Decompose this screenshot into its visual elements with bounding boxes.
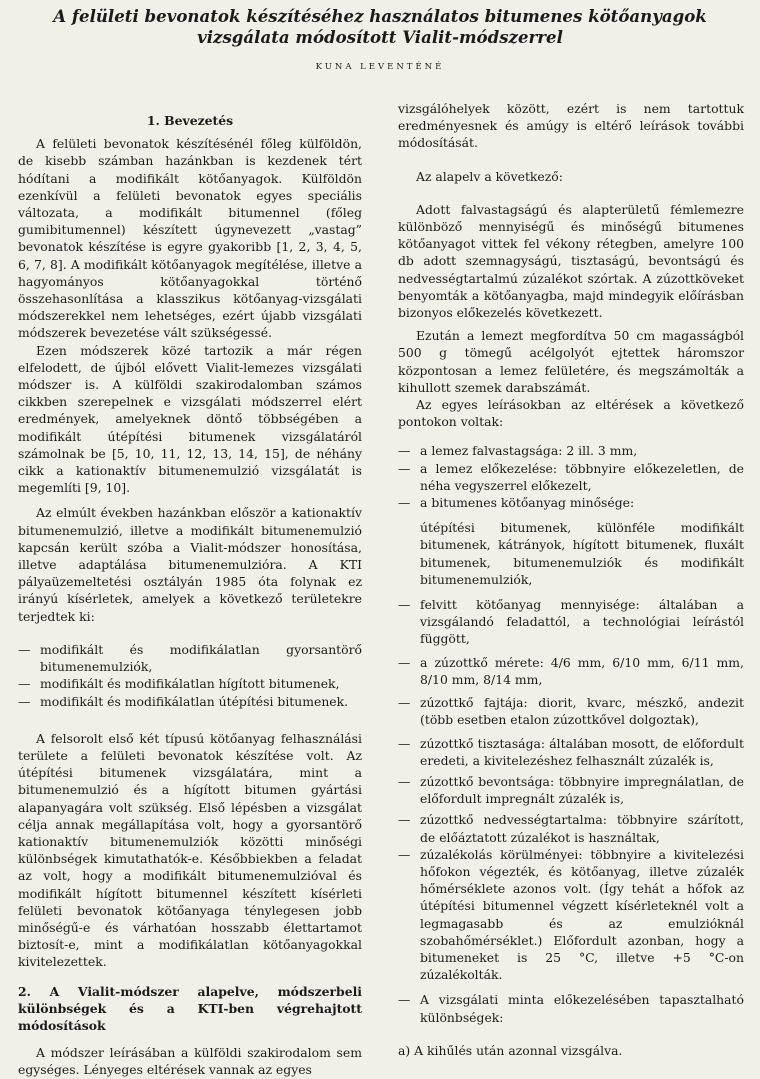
list-item: — modifikált és modifikálatlan útépítési bitumenek.	[18, 693, 349, 709]
dash-marker: —	[18, 641, 31, 657]
left-paragraph-5: A módszer leírásában a külföldi szakirodalom sem egységes. Lényeges eltérések vannak az egyes	[18, 1045, 362, 1078]
dash-marker: —	[18, 693, 31, 709]
right-paragraph-1: vizsgálóhelyek között, ezért is nem tartottuk eredményesnek és amúgy is eltérő leírások további módosítását.	[398, 101, 744, 151]
right-last-line: a) A kihűlés után azonnal vizsgálva.	[398, 1042, 623, 1058]
dash-marker: —	[398, 846, 411, 862]
list-item: — a lemez falvastagsága: 2 ill. 3 mm,	[398, 443, 638, 459]
left-paragraph-4: A felsorolt első két típusú kötőanyag felhasználási területe a felületi bevonatok készítése volt. Az útépítési bitumenek vizsgálatára, mint a bitumenemulzió és a hígított bitumen gyártási alapanyagára volt szükség. Első lépésben a vizsgálat célja annak megállapítása volt, hogy a gyorsantörő kationaktív bitumenemulziók közötti minőségi különbségek kimutathatók-e. Későbbiekben a feladat az volt, hogy a modifikált bitumenemulzióval és modifikált hígított bitumennel készített kísérleti felületi bevonatok kötőanyaga ténylegesen jobb minőségű-e és várhatóan hosszabb élettartamot biztosít-e, mint a modifikálatlan kötőanyagokkal kivitelezettek.	[18, 730, 362, 970]
dash-marker: —	[398, 654, 411, 670]
dash-marker: —	[398, 812, 411, 828]
right-paragraph-2: Az alapelv a következő:	[416, 168, 563, 184]
right-column	[398, 100, 744, 1059]
dash-marker: —	[398, 597, 411, 613]
dash-marker: —	[398, 773, 411, 789]
dash-marker: —	[398, 735, 411, 751]
list-item: — zúzottkő fajtája: diorit, kvarc, mészkő, andezit (több esetben etalon zúzottkővel dolgoztak),	[398, 695, 744, 728]
list-item: — zúzottkő tisztasága: általában mosott, de előfordult eredeti, a kivitelezéshez felhasznált zúzalék is,	[398, 735, 744, 768]
dash-marker: —	[398, 443, 411, 459]
list-item: — felvitt kötőanyag mennyisége: általában a vizsgálandó feladattól, a technológiai leírástól függött,	[398, 597, 744, 647]
list-subparagraph: útépítési bitumenek, különféle modifikált bitumenek, kátrányok, hígított bitumenek, fluxált bitumenek, bitumenemulziók és modifikált bitumenemulziók,	[420, 520, 744, 587]
left-paragraph-3: Az elmúlt években hazánkban először a kationaktív bitumenemulzió, illetve a modifikált bitumenemulzió kapcsán került szóba a Vialit-módszer honosítása, illetve adaptálása bitumenemulzióra. A KTI pályaüzemeltetési osztályán 1985 óta folynak ez irányú kísérletek, amelyek a következő területekre terjedtek ki:	[18, 505, 362, 624]
title-line-1: A felületi bevonatok készítéséhez használatos bitumenes kötőanyagok	[53, 6, 707, 26]
section-1-heading: 1. Bevezetés	[146, 113, 234, 128]
list-item: — a zúzottkő mérete: 4/6 mm, 6/10 mm, 6/11 mm, 8/10 mm, 8/14 mm,	[398, 654, 744, 687]
dash-marker: —	[398, 495, 411, 511]
list-item: — A vizsgálati minta előkezelésében tapasztalható különbségek:	[398, 992, 744, 1025]
right-paragraph-5: Az egyes leírásokban az eltérések a következő pontokon voltak:	[398, 397, 744, 430]
list-item: — zúzalékolás körülményei: többnyire a kivitelezési hőfokon végezték, és kötőanyag, illetve zúzalék hőmérséklete azonos volt. (Így tehát a hőfok az útépítési bitumennel végzett kísérleteknél volt a legmagasabb és az emulzióknál szobahőmérséklet.) Előfordult azonban, hogy a bitumeneket is 25 °C, illetve +5 °C-on zúzalékolták.	[398, 846, 744, 983]
left-paragraph-2: Ezen módszerek közé tartozik a már régen elfelodett, de újból elővett Vialit-lemezes vizsgálati módszer is. A külföldi szakirodalomban számos cikkben szerepelnek e vizsgálati módszerrel elért eredmények, amelyeknek döntő többségében a modifikált útépítési bitumenek vizsgálatáról számolnak be [5, 10, 11, 12, 13, 14, 15], de néhány cikk a kationaktív bitumenemulzió vizsgálatát is megemlíti [9, 10].	[18, 342, 362, 496]
article-title	[0, 6, 760, 48]
list-item: — a bitumenes kötőanyag minősége:	[398, 495, 635, 511]
author-name: KUNA LEVENTÉNÉ	[315, 62, 445, 72]
dash-marker: —	[398, 460, 411, 476]
list-item: — a lemez előkezelése: többnyire előkezeletlen, de néha vegyszerrel előkezelt,	[398, 460, 744, 493]
title-line-2: vizsgálata módosított Vialit-módszerrel	[197, 27, 563, 47]
section-2-heading: 2. A Vialit-módszer alapelve, módszerbeli különbségek és a KTI-ben végrehajtott módosítások	[18, 983, 362, 1033]
dash-marker: —	[398, 992, 411, 1008]
dash-marker: —	[398, 695, 411, 711]
dash-marker: —	[18, 676, 31, 692]
list-item: — modifikált és modifikálatlan gyorsantörő bitumenemulziók,	[18, 641, 362, 675]
list-item: — modifikált és modifikálatlan hígított bitumenek,	[18, 676, 340, 692]
right-paragraph-3: Adott falvastagságú és alapterületű fémlemezre különböző mennyiségű és minőségű bitumenes kötőanyagot vittek fel vékony rétegben, amelyre 100 db adott szemnagyságú, tisztaságú, bevontságú és nedvességtartalmú zúzalékot szórtak. A zúzottköveket benyomták a kötőanyagba, majd mindegyik előírásban bizonyos előkezelés következett.	[398, 201, 744, 321]
list-item: — zúzottkő nedvességtartalma: többnyire szárított, de előáztatott zúzalékot is használtak,	[398, 812, 744, 845]
list-item: — zúzottkő bevontsága: többnyire impregnálatlan, de előfordult impregnált zúzalék is,	[398, 773, 744, 807]
left-column	[18, 100, 362, 1079]
right-paragraph-4: Ezután a lemezt megfordítva 50 cm magasságból 500 g tömegű acélgolyót ejtettek háromszor központosan a lemez felületére, és megszámolták a kihullott szemek darabszámát.	[398, 328, 744, 395]
left-paragraph-1: A felületi bevonatok készítésénél főleg külföldön, de kisebb számban hazánkban is kezdenek tért hódítani a modifikált kötőanyagok. Külföldön ezenkívül a felületi bevonatok egyes speciális változata, a modifikált bitumennel (főleg gumibitumennel) készített úgynevezett „vastag” bevonatok készítése is egyre gyakoribb [1, 2, 3, 4, 5, 6, 7, 8]. A modifikált kötőanyagok megítélése, illetve a hagyományos kötőanyagokkal történő összehasonlítása a klasszikus kötőanyag-vizsgálati módszerekkel nem lehetséges, ezért újabb vizsgálati módszerek bevezetése vált szükségessé.	[18, 136, 362, 341]
